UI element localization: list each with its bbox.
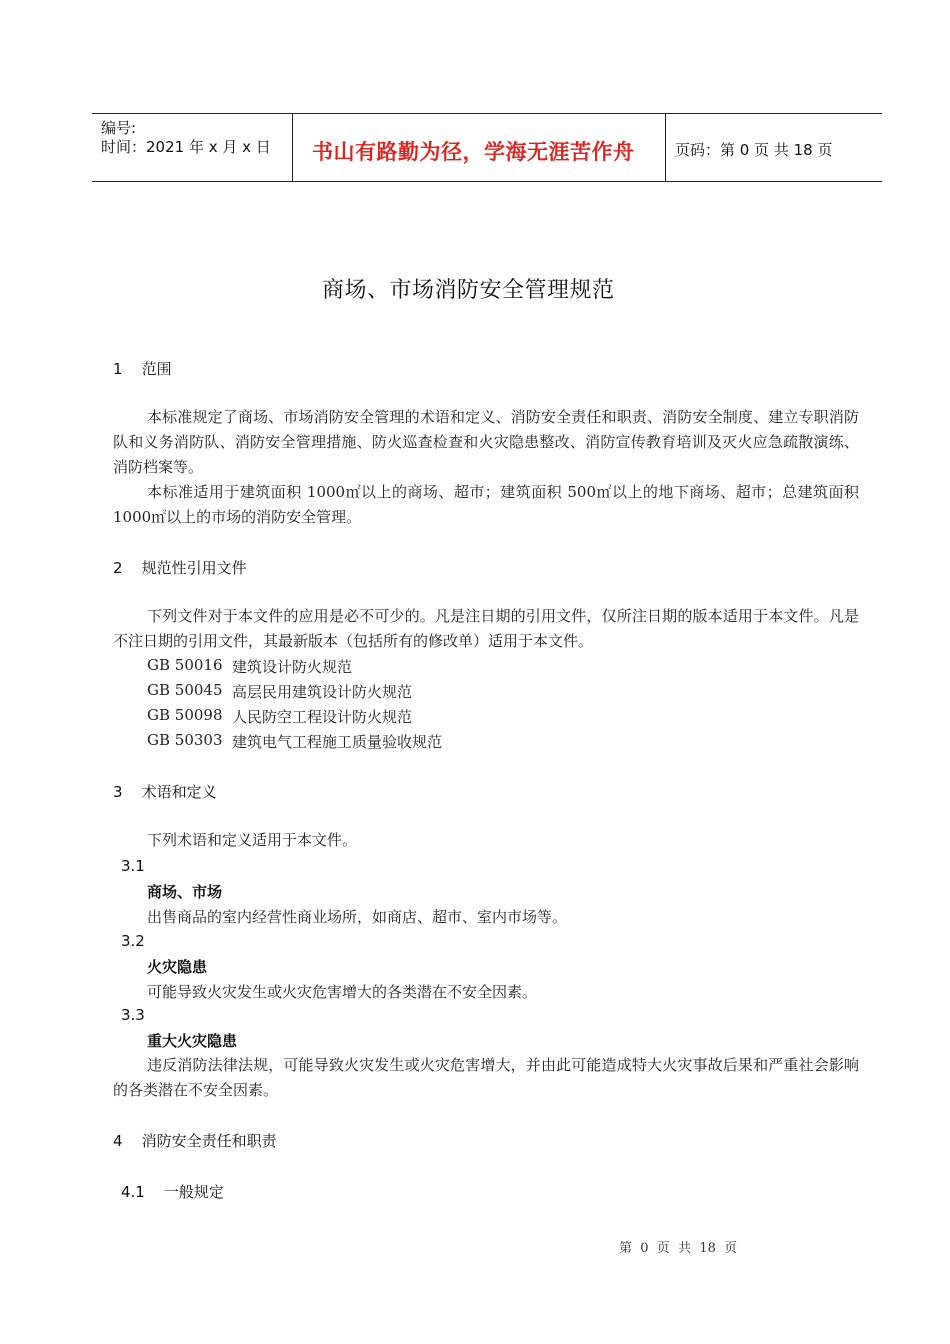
reference-code: GB 50045	[147, 681, 223, 699]
section-2-heading: 2 规范性引用文件	[113, 559, 247, 577]
term-definition: 可能导致火灾发生或火灾危害增大的各类潜在不安全因素。	[147, 983, 538, 1001]
header-page-label: 页码：第 0 页 共 18 页	[675, 141, 833, 159]
term-title: 火灾隐患	[147, 958, 208, 976]
header-time-label: 时间：2021 年 x 月 x 日	[101, 138, 271, 156]
section-3-intro: 下列术语和定义适用于本文件。	[147, 831, 358, 849]
header-motto: 书山有路勤为径，学海无涯苦作舟	[312, 140, 635, 164]
reference-name: 人民防空工程设计防火规范	[232, 708, 413, 726]
reference-name: 高层民用建筑设计防火规范	[232, 683, 413, 701]
header-top-rule	[92, 113, 882, 114]
reference-code: GB 50016	[147, 656, 223, 674]
section-1-heading: 1 范围	[113, 360, 172, 378]
term-title: 商场、市场	[147, 883, 223, 901]
reference-code: GB 50098	[147, 706, 223, 724]
section-1-paragraph-1: 本标准规定了商场、市场消防安全管理的术语和定义、消防安全责任和职责、消防安全制度、建立专职消防队和义务消防队、消防安全管理措施、防火巡查检查和火灾隐患整改、消防宣传教育培训及灭火应急疏散演练、消防档案等。	[113, 408, 859, 476]
term-title: 重大火灾隐患	[147, 1032, 238, 1050]
term-definition: 违反消防法律法规，可能导致火灾发生或火灾危害增大，并由此可能造成特大火灾事故后果和严重社会影响的各类潜在不安全因素。	[113, 1056, 859, 1099]
reference-name: 建筑电气工程施工质量验收规范	[232, 733, 443, 751]
section-4-1-heading: 4.1 一般规定	[121, 1183, 224, 1201]
header-number-label: 编号:	[101, 119, 137, 137]
term-number: 3.3	[121, 1006, 145, 1024]
term-number: 3.1	[121, 857, 145, 875]
header-bottom-rule	[92, 181, 882, 182]
header-divider-right	[665, 113, 666, 182]
section-4-heading: 4 消防安全责任和职责	[113, 1132, 277, 1150]
header-divider-left	[292, 113, 293, 182]
page-footer: 第 0 页 共 18 页	[619, 1241, 738, 1256]
term-number: 3.2	[121, 932, 145, 950]
section-2-paragraph-1: 下列文件对于本文件的应用是必不可少的。凡是注日期的引用文件，仅所注日期的版本适用于本文件。凡是不注日期的引用文件，其最新版本（包括所有的修改单）适用于本文件。	[113, 607, 859, 650]
reference-name: 建筑设计防火规范	[232, 658, 353, 676]
reference-code: GB 50303	[147, 731, 223, 749]
term-definition: 出售商品的室内经营性商业场所，如商店、超市、室内市场等。	[147, 908, 568, 926]
section-3-heading: 3 术语和定义	[113, 783, 217, 801]
section-1-paragraph-2: 本标准适用于建筑面积 1000㎡以上的商场、超市；建筑面积 500㎡以上的地下商场、超市；总建筑面积 1000㎡以上的市场的消防安全管理。	[113, 483, 859, 526]
page-title: 商场、市场消防安全管理规范	[322, 278, 615, 303]
